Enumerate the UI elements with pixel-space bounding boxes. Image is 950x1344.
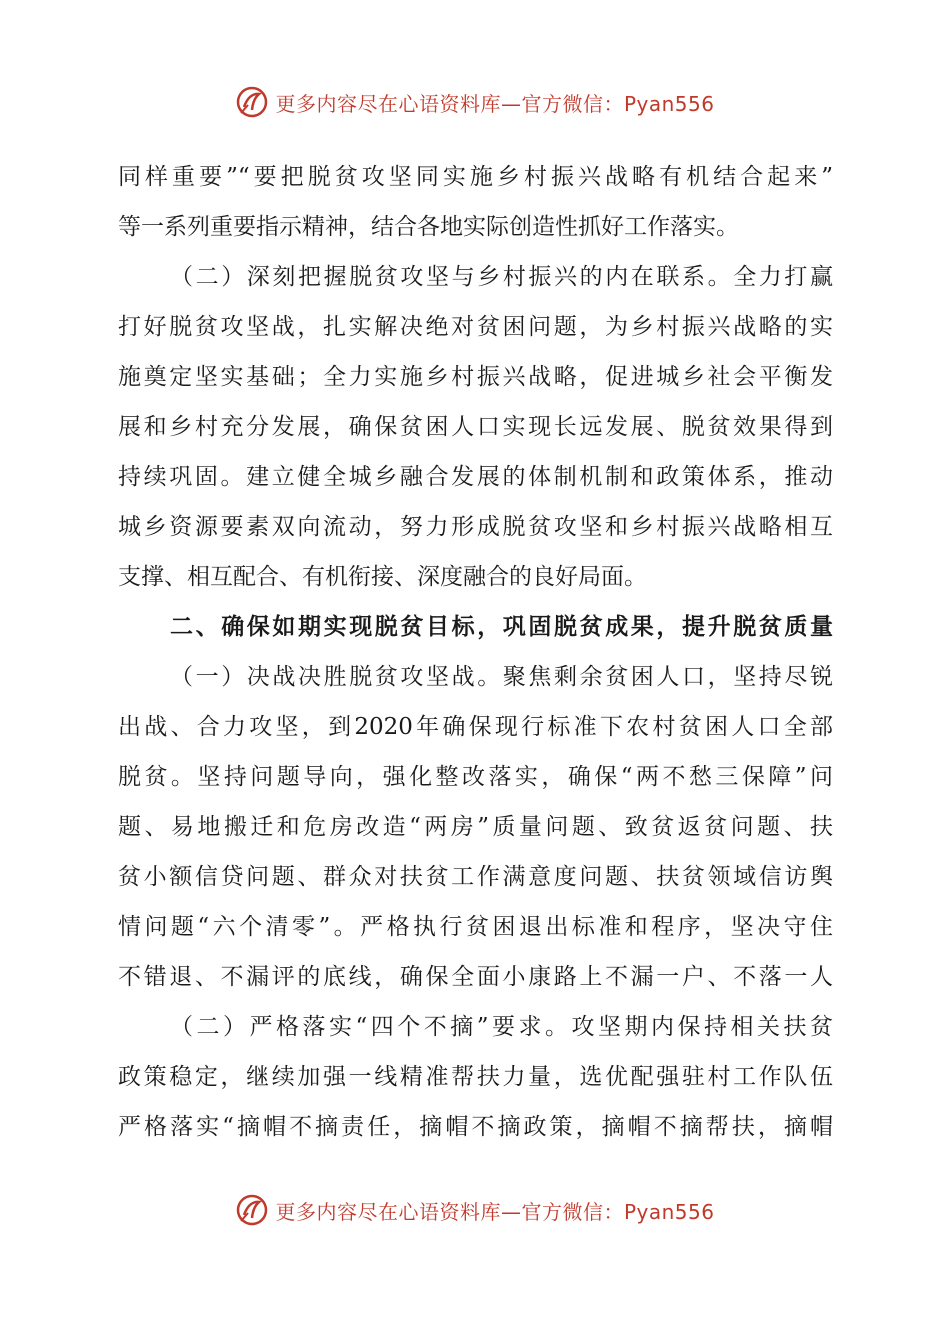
watermark-text-top: 更多内容尽在心语资料库—官方微信：Pyan556 bbox=[275, 91, 715, 116]
text-line: （二）严格落实“四个不摘”要求。攻坚期内保持相关扶贫 bbox=[170, 1014, 833, 1040]
watermark-text-bottom: 更多内容尽在心语资料库—官方微信：Pyan556 bbox=[275, 1199, 715, 1224]
text-line: 严格落实“摘帽不摘责任，摘帽不摘政策，摘帽不摘帮扶，摘帽 bbox=[118, 1114, 833, 1140]
text-line: 展和乡村充分发展，确保贫困人口实现长远发展、脱贫效果得到 bbox=[118, 414, 833, 440]
text-line: 情问题“六个清零”。严格执行贫困退出标准和程序，坚决守住 bbox=[118, 914, 833, 940]
text-line: 题、易地搬迁和危房改造“两房”质量问题、致贫返贫问题、扶 bbox=[118, 814, 833, 840]
text-line: 贫小额信贷问题、群众对扶贫工作满意度问题、扶贫领域信访舆 bbox=[118, 864, 833, 890]
text-line: （二）深刻把握脱贫攻坚与乡村振兴的内在联系。全力打赢 bbox=[170, 264, 833, 290]
text-line: 出战、合力攻坚，到2020年确保现行标准下农村贫困人口全部 bbox=[118, 714, 833, 740]
text-line: 施奠定坚实基础；全力实施乡村振兴战略，促进城乡社会平衡发 bbox=[118, 364, 833, 390]
text-line: 城乡资源要素双向流动，努力形成脱贫攻坚和乡村振兴战略相互 bbox=[118, 514, 833, 540]
watermark-banner-bottom bbox=[0, 1190, 950, 1230]
text-line: 支撑、相互配合、有机衔接、深度融合的良好局面。 bbox=[118, 564, 647, 590]
section-heading: 二、确保如期实现脱贫目标，巩固脱贫成果，提升脱贫质量 bbox=[170, 614, 833, 640]
text-line: 持续巩固。建立健全城乡融合发展的体制机制和政策体系，推动 bbox=[118, 464, 833, 490]
watermark-banner-top bbox=[0, 82, 950, 122]
logo-icon bbox=[235, 85, 269, 119]
text-line: 等一系列重要指示精神，结合各地实际创造性抓好工作落实。 bbox=[118, 214, 739, 240]
document-body bbox=[118, 152, 833, 1152]
logo-icon bbox=[235, 1193, 269, 1227]
text-line: 不错退、不漏评的底线，确保全面小康路上不漏一户、不落一人 bbox=[118, 964, 833, 990]
text-line: 脱贫。坚持问题导向，强化整改落实，确保“两不愁三保障”问 bbox=[118, 764, 833, 790]
text-line: 政策稳定，继续加强一线精准帮扶力量，选优配强驻村工作队伍 bbox=[118, 1064, 833, 1090]
text-line: （一）决战决胜脱贫攻坚战。聚焦剩余贫困人口，坚持尽锐 bbox=[170, 664, 833, 690]
text-line: 同样重要”“要把脱贫攻坚同实施乡村振兴战略有机结合起来” bbox=[118, 164, 833, 190]
text-line: 打好脱贫攻坚战，扎实解决绝对贫困问题，为乡村振兴战略的实 bbox=[118, 314, 833, 340]
